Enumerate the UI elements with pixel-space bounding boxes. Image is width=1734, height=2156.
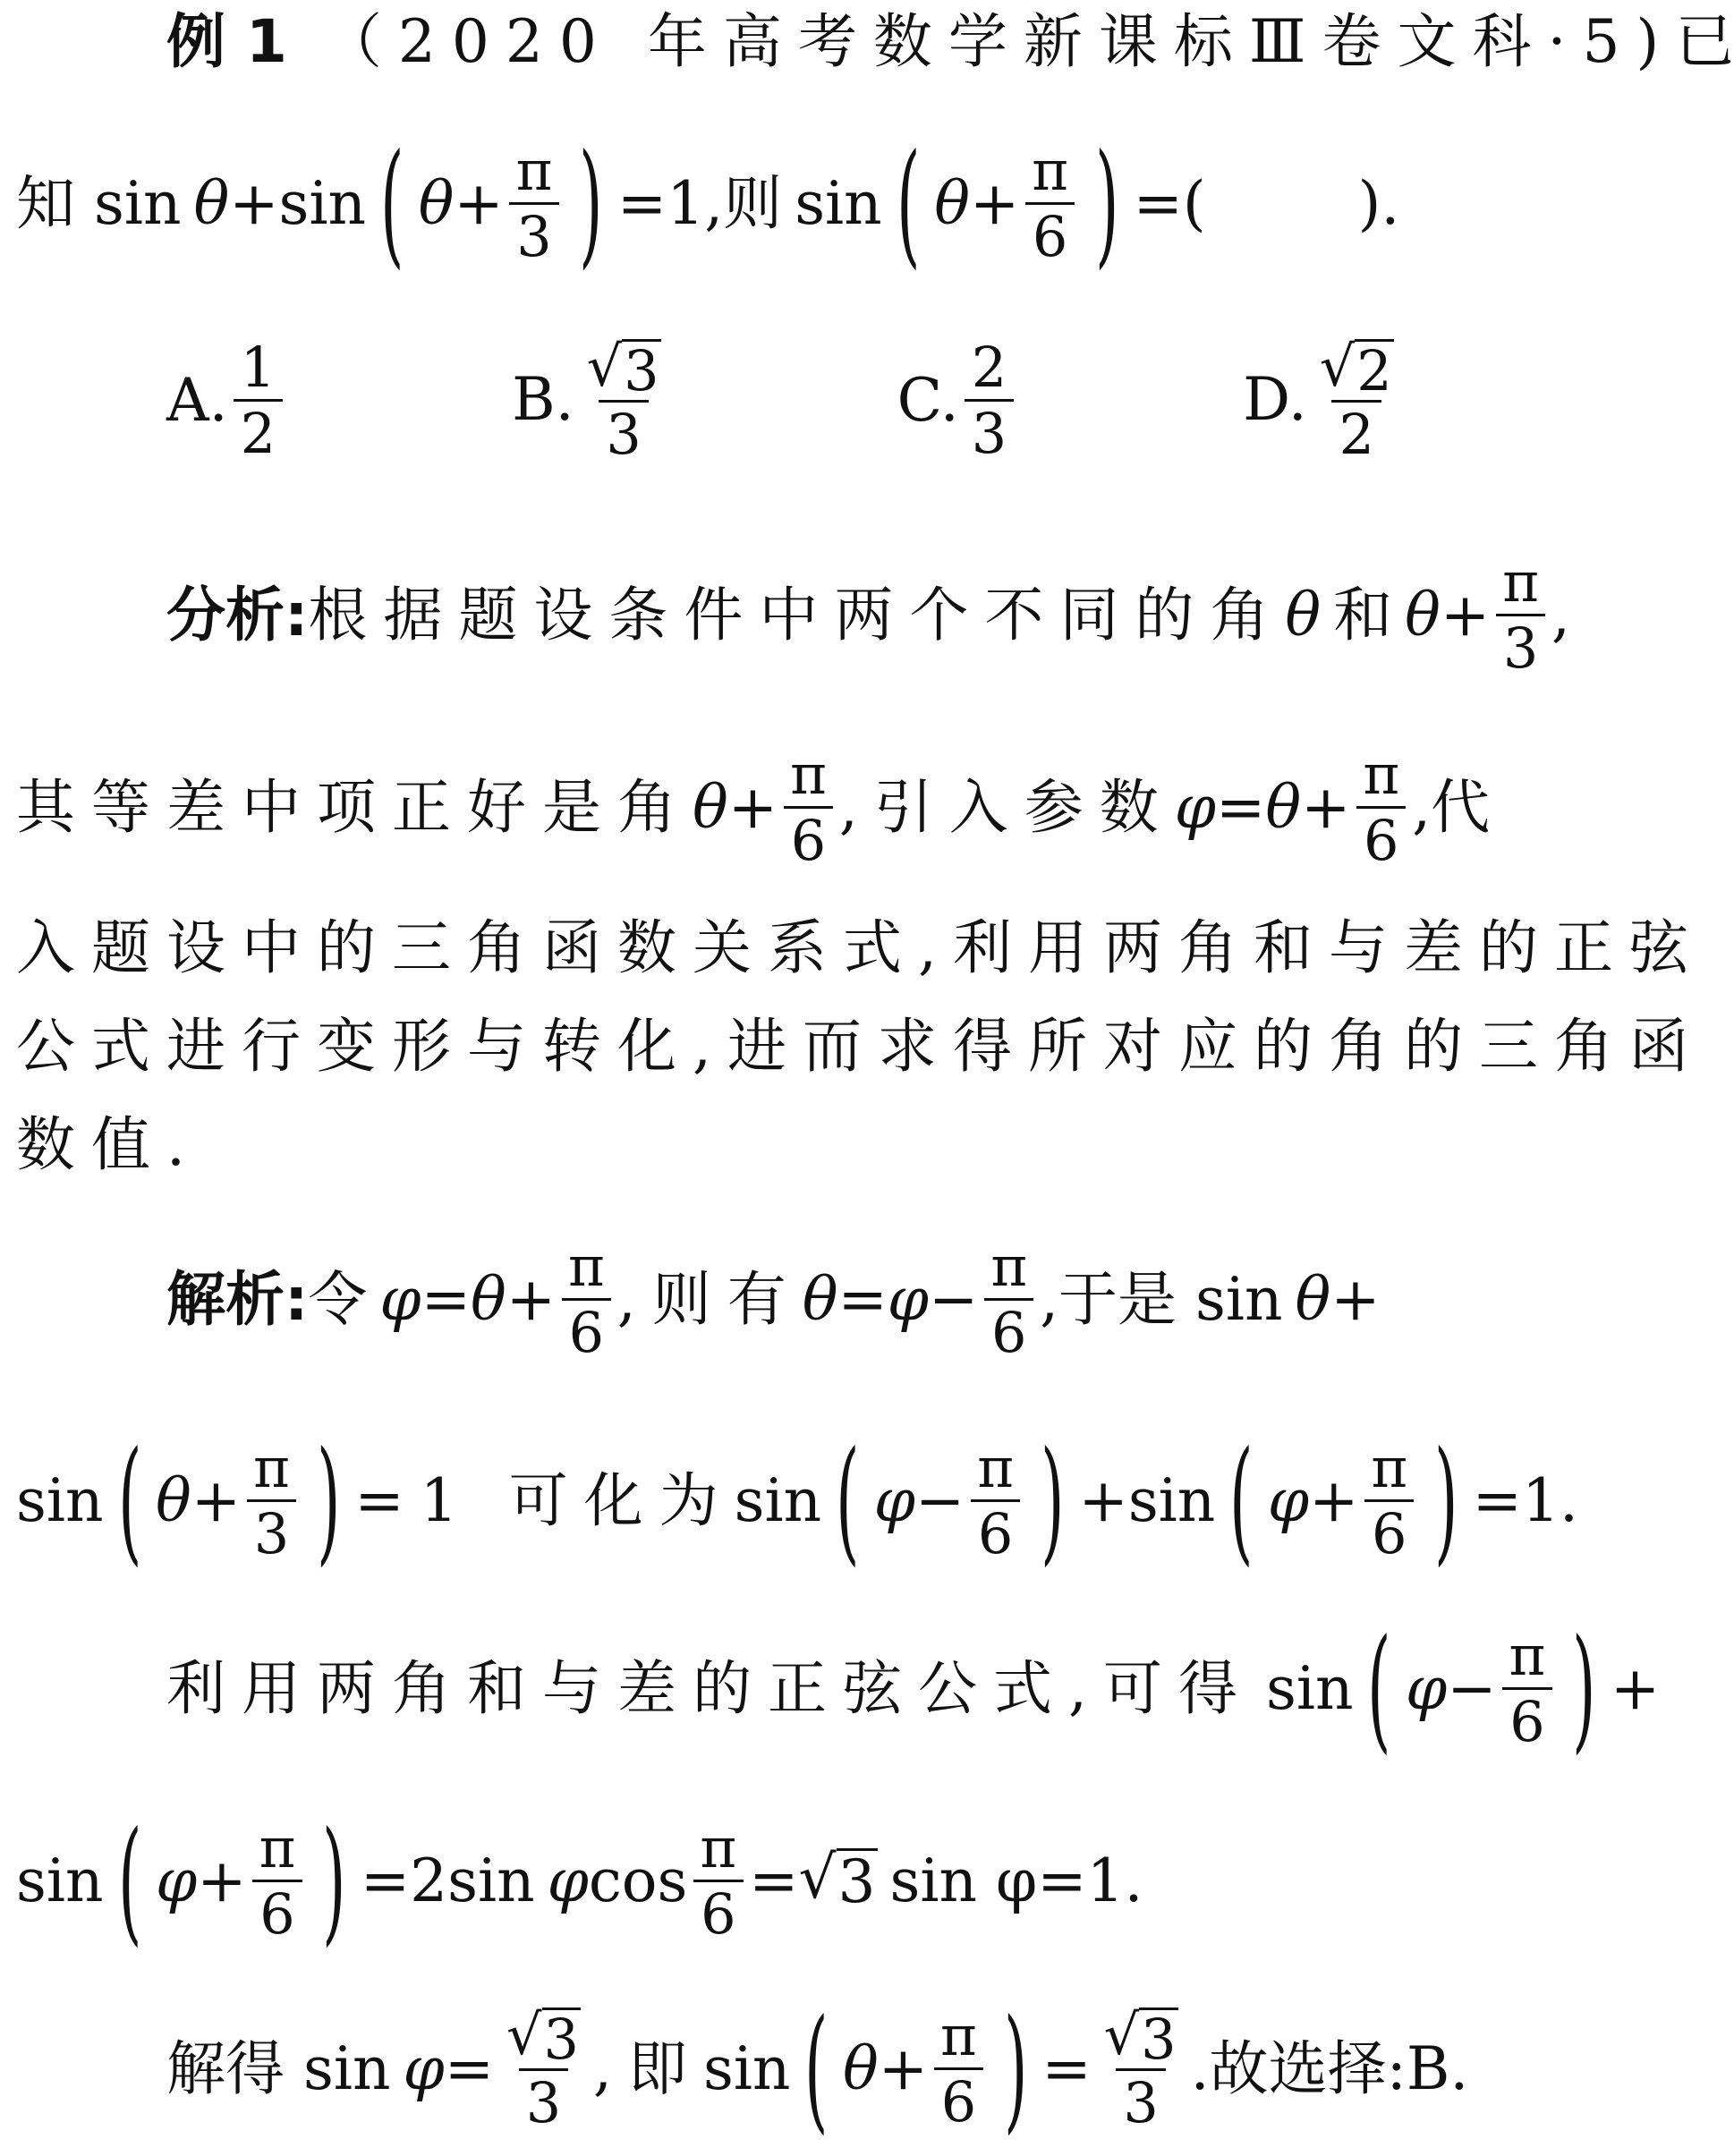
- fraction: [234, 335, 283, 466]
- sin-phi-eq1: sin φ=1.: [889, 1846, 1143, 1915]
- theta: θ: [470, 1264, 506, 1334]
- right-paren: ): [322, 1803, 346, 1959]
- numerator: π: [1509, 1622, 1546, 1688]
- and-word: 和: [1333, 580, 1393, 649]
- option-b: [512, 335, 673, 466]
- example-label: 例 1: [166, 7, 287, 76]
- fraction: [1502, 1624, 1553, 1754]
- numerator: π: [515, 137, 553, 203]
- denominator: 6: [562, 1298, 611, 1364]
- sin-fn: sin: [278, 168, 367, 238]
- analysis-text: ,代: [1412, 772, 1491, 842]
- solution-line-5: [166, 1990, 1713, 2147]
- theta: θ: [693, 772, 728, 842]
- denominator: 6: [984, 1298, 1033, 1364]
- options-line: [166, 322, 1713, 479]
- denominator: 3: [599, 400, 648, 466]
- theta: θ: [156, 1465, 191, 1535]
- example-stem-line: [16, 125, 1713, 282]
- minus-sign: −: [1447, 1653, 1497, 1723]
- plus-sign: +: [878, 2033, 929, 2103]
- analysis-line-4: 公式进行变形与转化,进而求得所对应的角的三角函: [16, 1012, 1704, 1081]
- plus-sign: +: [1330, 1264, 1381, 1334]
- option-label: C.: [897, 365, 959, 435]
- left-paren: (: [836, 1422, 860, 1579]
- solution-text: =1 可化为: [354, 1465, 735, 1535]
- left-paren: (: [896, 125, 921, 282]
- analysis-heading: 分析: [166, 580, 285, 649]
- right-paren: ): [1434, 1422, 1458, 1579]
- eq-2sin: =2sin: [360, 1846, 535, 1915]
- denominator: 3: [247, 1499, 296, 1566]
- option-d: [1243, 335, 1407, 466]
- numerator: π: [568, 1233, 605, 1299]
- solution-colon: :: [285, 1264, 309, 1334]
- fraction: [983, 1235, 1034, 1365]
- left-paren: (: [117, 1803, 141, 1959]
- solution-line-1: [166, 1221, 1713, 1378]
- phi: φ: [1174, 772, 1217, 842]
- denominator: 6: [784, 806, 833, 872]
- fraction: [1356, 743, 1407, 873]
- cos-fn: cos: [588, 1846, 688, 1915]
- paren-group: [366, 125, 617, 282]
- plus-sign: +: [1078, 1465, 1128, 1535]
- denominator: 6: [1502, 1687, 1551, 1753]
- right-paren: ): [1003, 1990, 1028, 2147]
- plus-sign: +: [229, 168, 279, 238]
- phi: φ: [547, 1846, 589, 1915]
- minus-sign: −: [929, 1264, 979, 1334]
- plus-sign: +: [197, 1846, 247, 1915]
- plus-sign: +: [969, 168, 1020, 238]
- analysis-line-2: [16, 729, 1713, 886]
- fraction: [1097, 2003, 1186, 2135]
- sin-fn: sin: [795, 168, 882, 238]
- equals-sign: =: [1216, 772, 1266, 842]
- equals-open: =(: [1133, 168, 1206, 238]
- fraction: [561, 1235, 612, 1365]
- option-a: [166, 335, 288, 466]
- equals-sign: =: [444, 2033, 494, 2103]
- denominator: 3: [509, 202, 558, 268]
- left-paren: (: [117, 1422, 141, 1579]
- denominator: 3: [965, 399, 1014, 465]
- solve-text: 解得 sin: [166, 2033, 391, 2103]
- left-paren: (: [1229, 1422, 1254, 1579]
- fraction: [933, 2004, 984, 2135]
- eq-one-period: =1.: [1472, 1465, 1578, 1535]
- right-paren: ): [1572, 1610, 1596, 1767]
- theta: θ: [842, 2033, 879, 2103]
- denominator: 6: [1364, 1499, 1414, 1566]
- plus-sign: +: [1301, 772, 1351, 842]
- numerator: [1097, 2001, 1186, 2072]
- analysis-text: ,引入参数: [838, 772, 1175, 842]
- phi: φ: [1267, 1465, 1310, 1535]
- phi: φ: [403, 2033, 445, 2103]
- left-paren: (: [380, 125, 404, 282]
- fraction: [246, 1436, 297, 1566]
- plus-sign: +: [191, 1465, 242, 1535]
- analysis-line-5: 数值.: [16, 1110, 201, 1179]
- analysis-text: 根据题设条件中两个不同的角: [308, 580, 1286, 649]
- numerator: [580, 333, 668, 403]
- let-word: 令: [308, 1264, 368, 1334]
- plus-sign: +: [727, 772, 778, 842]
- paren-group: [104, 1803, 361, 1959]
- example-source: （2020 年高考数学新课标Ⅲ卷文科·5): [322, 7, 1676, 76]
- plus-sign: +: [506, 1264, 556, 1334]
- comma: ,: [1551, 580, 1570, 649]
- sqrt: √ 3: [1103, 2001, 1177, 2072]
- theta: θ: [802, 1264, 838, 1334]
- fraction: [1495, 550, 1546, 681]
- denominator: 6: [1025, 202, 1075, 268]
- fraction: [580, 335, 668, 466]
- solution-line-4: [16, 1803, 1713, 1959]
- paren-group: [104, 1422, 355, 1579]
- fraction: [783, 743, 834, 873]
- sqrt: √ 3: [798, 1843, 876, 1917]
- numerator: π: [940, 2002, 977, 2068]
- denominator: 3: [1116, 2068, 1165, 2135]
- numerator: π: [790, 741, 827, 807]
- denominator: 6: [934, 2067, 983, 2134]
- close-period: ).: [1357, 168, 1400, 238]
- left-paren: (: [1367, 1610, 1391, 1767]
- paren-group: [821, 1422, 1078, 1579]
- denominator: 2: [234, 399, 283, 465]
- theta: θ: [1405, 580, 1441, 649]
- fraction: [509, 139, 560, 269]
- denominator: 3: [519, 2068, 568, 2135]
- denominator: 2: [1331, 400, 1381, 466]
- sin-fn: sin: [16, 1465, 104, 1535]
- plus-sign: +: [1610, 1653, 1661, 1723]
- option-label: A.: [166, 365, 228, 435]
- solution-text: 利用两角和与差的正弦公式,可得: [166, 1653, 1254, 1723]
- numerator: π: [977, 1434, 1014, 1500]
- numerator: π: [1363, 741, 1400, 807]
- equals-sign: =: [749, 1846, 799, 1915]
- paren-group: [1353, 1610, 1610, 1767]
- equals-one-then: =1,则: [616, 168, 783, 238]
- solution-line-3: [166, 1610, 1713, 1767]
- fraction: [1313, 335, 1401, 466]
- option-c: [897, 335, 1020, 466]
- left-paren: (: [804, 1990, 829, 2147]
- phi: φ: [1406, 1653, 1448, 1723]
- analysis-line-3: 入题设中的三角函数关系式,利用两角和与差的正弦: [16, 913, 1704, 982]
- numerator: 2: [971, 334, 1007, 400]
- sin-fn: sin: [1127, 1465, 1216, 1535]
- fraction: [499, 2003, 588, 2135]
- equals-sign: =: [1041, 2033, 1092, 2103]
- right-paren: ): [316, 1422, 341, 1579]
- numerator: π: [1032, 137, 1069, 203]
- analysis-colon: :: [285, 580, 309, 649]
- solution-text: ,则有: [616, 1264, 803, 1334]
- fraction: [965, 335, 1014, 466]
- analysis-line-1: [166, 537, 1713, 693]
- fraction: [252, 1816, 303, 1947]
- choose-text: .故选择:B.: [1190, 2033, 1469, 2103]
- equals-sign: =: [837, 1264, 888, 1334]
- phi: φ: [873, 1465, 915, 1535]
- denominator: 6: [1356, 806, 1406, 872]
- option-label: D.: [1243, 365, 1307, 435]
- theta: θ: [193, 168, 230, 238]
- equals-sign: =: [421, 1264, 471, 1334]
- example-lead: 已: [1675, 7, 1734, 76]
- plus-sign: +: [1309, 1465, 1359, 1535]
- solution-text: ,即: [592, 2033, 703, 2103]
- numerator: π: [700, 1814, 737, 1880]
- sin-fn: sin: [16, 1846, 104, 1915]
- phi: φ: [379, 1264, 421, 1334]
- denominator: 3: [1496, 614, 1545, 680]
- solution-line-2: [16, 1422, 1713, 1579]
- sqrt: √ 3: [506, 2001, 579, 2072]
- numerator: [1313, 333, 1401, 403]
- sin-fn: sin: [1265, 1653, 1354, 1723]
- sqrt: √ 3: [586, 333, 659, 403]
- theta: θ: [418, 168, 455, 238]
- fraction: [1364, 1436, 1415, 1566]
- phi: φ: [887, 1264, 930, 1334]
- fraction: [693, 1816, 744, 1947]
- theta: θ: [1295, 1264, 1331, 1334]
- paren-group: [790, 1990, 1041, 2147]
- denominator: 6: [252, 1880, 302, 1946]
- paren-group: [882, 125, 1134, 282]
- right-paren: ): [1095, 125, 1119, 282]
- theta: θ: [1285, 580, 1322, 649]
- solution-text: ,于是 sin: [1040, 1264, 1283, 1334]
- theta: θ: [934, 168, 970, 238]
- fraction: [970, 1436, 1021, 1566]
- numerator: 1: [240, 334, 276, 400]
- sqrt: √ 2: [1319, 333, 1392, 403]
- solution-heading: 解析: [166, 1264, 285, 1334]
- fraction: [1024, 139, 1075, 269]
- numerator: π: [990, 1233, 1028, 1299]
- plus-sign: +: [454, 168, 504, 238]
- theta: θ: [1265, 772, 1302, 842]
- example-title-line: [16, 7, 1734, 76]
- sin-fn: sin: [734, 1465, 822, 1535]
- sin-fn: sin: [702, 2033, 791, 2103]
- denominator: 6: [693, 1880, 743, 1946]
- minus-sign: −: [914, 1465, 965, 1535]
- denominator: 6: [971, 1499, 1020, 1566]
- option-label: B.: [512, 365, 574, 435]
- right-paren: ): [579, 125, 603, 282]
- numerator: π: [253, 1434, 290, 1500]
- paren-group: [1215, 1422, 1472, 1579]
- numerator: π: [259, 1814, 296, 1880]
- analysis-text: 其等差中项正好是角: [16, 772, 693, 842]
- numerator: [499, 2001, 588, 2072]
- stem-start: 知 sin: [16, 168, 182, 238]
- numerator: π: [1371, 1434, 1408, 1500]
- numerator: π: [1502, 548, 1539, 615]
- right-paren: ): [1041, 1422, 1065, 1579]
- phi: φ: [156, 1846, 198, 1915]
- plus-sign: +: [1440, 580, 1491, 649]
